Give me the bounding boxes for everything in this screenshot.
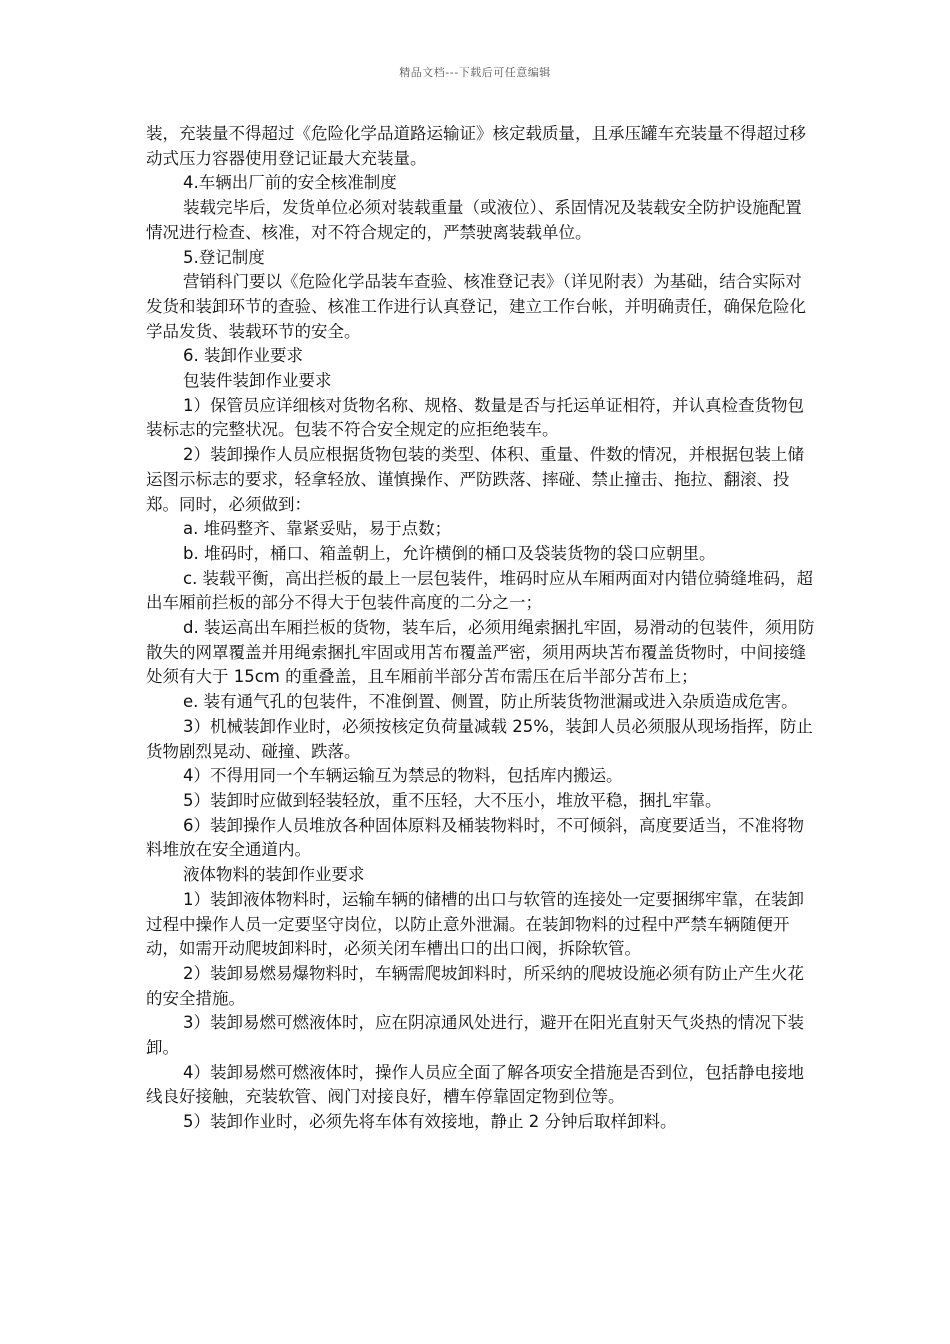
page-header: 精品文档---下载后可任意编辑 (399, 66, 551, 79)
paragraph: 1）保管员应详细核对货物名称、规格、数量是否与托运单证相符，并认真检查货物包装标志的完整状况。包装不符合安全规定的应拒绝装车。 (146, 395, 804, 440)
paragraph: 包装件装卸作业要求 (183, 371, 332, 391)
paragraph: 2）装卸易燃易爆物料时，车辆需爬坡卸料时，所采纳的爬坡设施必须有防止产生火花的安全措施。 (146, 963, 804, 1008)
paragraph: 装，充装量不得超过《危险化学品道路运输证》核定载质量，且承压罐车充装量不得超过移动式压力容器使用登记证最大充装量。 (146, 124, 806, 168)
paragraph: 5）装卸作业时，必须先将车体有效接地，静止 2 分钟后取样卸料。 (183, 1112, 677, 1132)
paragraph: 2）装卸操作人员应根据货物包装的类型、体积、重量、件数的情况，并根据包装上储运图示标志的要求，轻拿轻放、谨慎操作、严防跌落、摔碰、禁止撞击、拖拉、翻滚、投郑。同时，必须做到： (146, 445, 804, 514)
paragraph: b. 堆码时，桶口、箱盖朝上，允许横倒的桶口及袋装货物的袋口应朝里。 (183, 543, 716, 563)
paragraph: 营销科门要以《危险化学品装车查验、核准登记表》（详见附表）为基础，结合实际对发货和装卸环节的查验、核准工作进行认真登记，建立工作台帐，并明确责任，确保危险化学品发货、装载环节的安全。 (146, 272, 806, 341)
paragraph: 1）装卸液体物料时，运输车辆的储槽的出口与软管的连接处一定要捆绑牢靠，在装卸过程中操作人员一定要坚守岗位，以防止意外泄漏。在装卸物料的过程中严禁车辆随便开动，如需开动爬坡卸料时，必须关闭车槽出口的出口阀，拆除软管。 (146, 889, 804, 959)
paragraph: 液体物料的装卸作业要求 (183, 865, 365, 885)
paragraph: d. 装运高出车厢拦板的货物，装车后，必须用绳索捆扎牢固，易滑动的包装件，须用防散失的网罩覆盖并用绳索捆扎牢固或用苫布覆盖严密，须用两块苫布覆盖货物时，中间接缝处须有大于 15cm 的重叠盖，且车厢前半部分苫布需压在后半部分苫布上； (146, 618, 815, 687)
paragraph: 4.车辆出厂前的安全核准制度 (183, 173, 397, 193)
paragraph: 4）不得用同一个车辆运输互为禁忌的物料，包括库内搬运。 (183, 766, 623, 786)
paragraph: 4）装卸易燃可燃液体时，操作人员应全面了解各项安全措施是否到位，包括静电接地线良好接触，充装软管、阀门对接良好，槽车停靠固定物到位等。 (146, 1062, 804, 1107)
paragraph: 5）装卸时应做到轻装轻放，重不压轻，大不压小，堆放平稳，捆扎牢靠。 (183, 790, 722, 810)
paragraph: e. 装有通气孔的包装件，不准倒置、侧置，防止所装货物泄漏或进入杂质造成危害。 (183, 692, 798, 712)
paragraph: 3）装卸易燃可燃液体时，应在阴凉通风处进行，避开在阳光直射天气炎热的情况下装卸。 (146, 1013, 804, 1058)
paragraph: c. 装载平衡，高出拦板的最上一层包装件，堆码时应从车厢两面对内错位骑缝堆码，超出车厢前拦板的部分不得大于包装件高度的二分之一； (146, 568, 814, 613)
paragraph: a. 堆码整齐、靠紧妥贴，易于点数； (183, 519, 452, 539)
document-body (146, 122, 818, 1135)
paragraph: 6）装卸操作人员堆放各种固体原料及桶装物料时，不可倾斜，高度要适当，不准将物料堆放在安全通道内。 (146, 815, 804, 860)
paragraph: 3）机械装卸作业时，必须按核定负荷量减载 25%，装卸人员必须服从现场指挥，防止货物剧烈晃动、碰撞、跌落。 (146, 716, 813, 761)
paragraph: 6. 装卸作业要求 (183, 346, 303, 366)
paragraph: 装载完毕后，发货单位必须对装载重量（或液位）、系固情况及装载安全防护设施配置情况进行检查、核准，对不符合规定的，严禁驶离装载单位。 (146, 198, 802, 242)
paragraph: 5.登记制度 (183, 247, 265, 267)
